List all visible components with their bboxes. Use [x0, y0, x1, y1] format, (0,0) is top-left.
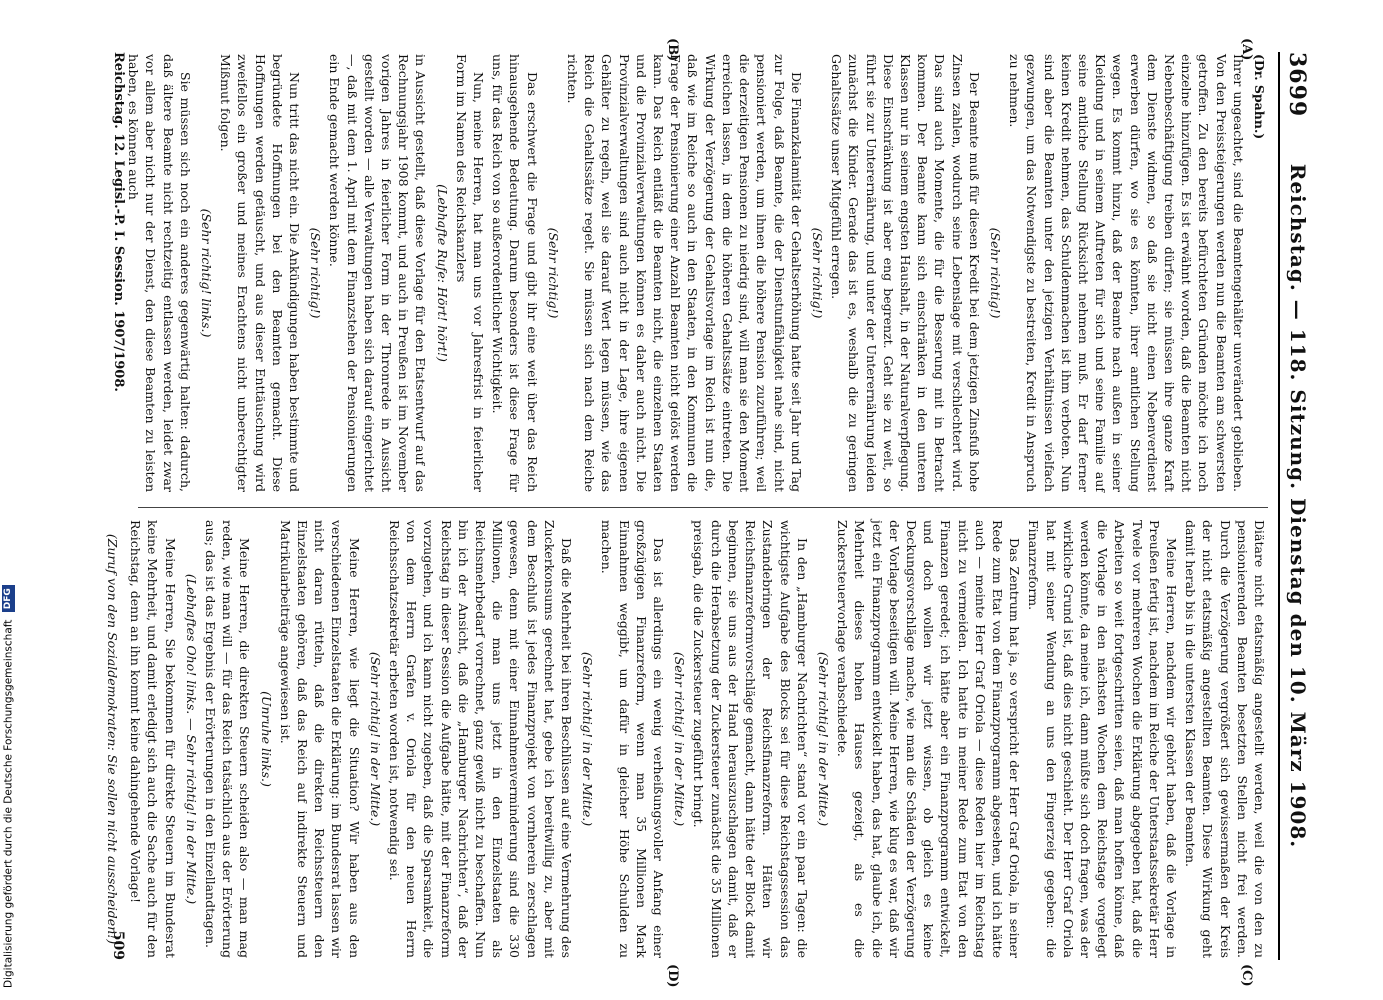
credit-line: Digitalisierung gefördert durch die Deutsche Forschungsgemeinschaft [2, 619, 15, 988]
credit-text-wrapper [2, 568, 15, 988]
paragraph: Meine Herren, die direkten Steuern scheiden also — man mag reden, wie man will — für das Reich tatsächlich aus der Erörterung aus; das ist das Ergebnis der Erörterungen in den Einzellandtagen. [203, 520, 253, 958]
right-column [104, 520, 1268, 958]
interjection: (Sehr richtig!) [987, 227, 1003, 319]
page-header [1278, 52, 1314, 960]
digitization-credit [0, 0, 22, 1000]
paragraph: Das ist allerdings ein wenig verheißungsvoller Anfang einer großzügigen Finanzreform, wenn man 35 Millionen Mark Einnahmen weggibt, um dafür in gleicher Höhe Schulden zu machen. [599, 520, 667, 958]
paragraph: in Aussicht gestellt, daß diese Vorlage für den Etatsentwurf auf das Rechnungsjahr 1908 kommt, und auch in Preußen ist im November vorigen Jahres in feierlicher Form in der Thronrede in Aussicht gestellt worden — alle Verwaltungen haben sich darauf eingerichtet —, daß mit dem 1. April mit dem Finanzstehen der Pensionierungen ein Ende gemacht werden könne. [327, 54, 429, 492]
paragraph: In den „Hamburger Nachrichten“ stand vor ein paar Tagen: die wichtigste Aufgabe des Blocks sei für diese Reichstagssession das Zustandebringen der Reichsfinanzreform. Hätten wir Reichsfinanzreformvorschläge gemacht, dann hätte der Block damit beginnen, sie uns aus der Hand herauszuschlagen damit, daß er durch die Herabsetzung der Zuckersteuer zunächst die 35 Millionen preisgab, die die Zuckersteuer zugeführt bringt. [691, 520, 810, 958]
interjection: (Unruhe links.) [258, 691, 274, 787]
document-page [50, 38, 1320, 988]
paragraph: Daß die Mehrheit bei ihren Beschlüssen auf eine Vermehrung des Zuckerkonsums gerechnet hat, gebe ich bereitwillig zu, aber mit dem Beschluß ist jedes Finanzprojekt von vornherein zerschlagen gewesen, denn mit einer Einnahmenverminderung sind die 330 Millionen, die man uns jetzt in den Einzelstaaten als Reichsmehrbedarf vorrechnet, ganz gewiß nicht zu beschaffen. Nun bin ich der Ansicht, daß die „Hamburger Nachrichten“, daß der Reichstag in dieser Session die Aufgabe hätte, mit der Finanzreform vorzugehen, und ich kann nicht zugeben, daß die Sparsamkeit, die von dem Herrn Grafen v. Oriola für den neuen Herrn Reichsschatzsekretär erbeten worden ist, notwendig sei. [387, 520, 575, 958]
margin-mark-c: (C) [1239, 964, 1254, 987]
paragraph: Das Zentrum hat ja, so verspricht der Herr Graf Oriola, in seiner Rede zum Etat von dem Finanzprogramm abgesehen, und ich hätte auch — meinte Herr Graf Oriola — diese Reden hier im Reichstag nicht zu vermeiden. Ich hatte in meiner Rede zum Etat von den Finanzen geredet; ich hätte aber ein Finanzprogramm entwickelt, und doch wollen wir jetzt wissen, ob gleich es keine Deckungsvorschläge mache, wie man die Schäden der Verzögerung der Vorlage beseitigen will. Meine Herren, wie klug es war, daß wir jetzt ein Finanzprogramm entwickelt haben, das hat, glaube ich, die Mehrheit dieses hohen Hauses gezeigt, als es die Zuckersteuervorlage verabschiedete. [835, 520, 1023, 958]
left-column [123, 54, 1268, 492]
paragraph: Diätare nicht etatsmäßig angestellt werden, weil die von den zu pensionierenden Beamten besetzten Stellen nicht frei werden. Durch die Verzögerung vergrößert sich gewissermaßen der Kreis der nicht etatsmäßig angestellten Beamten. Diese Wirkung geht damit herab bis in die untersten Klassen der Beamten. [1183, 520, 1267, 958]
margin-mark-b: (B) [665, 38, 680, 62]
interjection: (Sehr richtig!) [809, 227, 825, 319]
interjection: (Sehr richtig!) [308, 227, 324, 319]
margin-mark-d: (D) [665, 964, 680, 988]
paragraph: Der Beamte muß für diesen Kredit bei dem jetzigen Zinsfuß hohe Zinsen zahlen, wodurch seine Lebenslage mit verschlechtert wird. Das sind auch Momente, die für die Besserung mit in Betracht kommen. Der Beamte kann sich einschränken in den unteren Klassen nur in seinem engsten Haushalt, in der Naturalverpflegung. Diese Einschränkung ist aber eng begrenzt. Geht sie zu weit, so führt sie zur Unterernährung, und unter der Unterernährung leiden zunächst die Kinder. Gerade das ist es, weshalb die zu geringen Gehaltssätze unser Mitgefühl erregen. [829, 54, 982, 492]
paragraph: Meine Herren, wie liegt die Situation? Wir haben aus den verschiedenen Einzelstaaten die Erklärung: im Bundesrat lassen wir nicht daran rütteln, daß die direkten Reichssteuern den Einzelstaaten gehören, daß das Reich auf indirekte Steuern und Matrikularbeiträge angewiesen ist. [277, 520, 362, 958]
interjection: (Sehr richtig! in der Mitte.) [815, 651, 831, 827]
paragraph: Nun, meine Herren, hat man uns vor Jahresfrist in feierlicher Form im Namen des Reichskanzlers [453, 54, 487, 492]
paragraph: Sie müssen sich noch ein anderes gegenwärtig halten: dadurch, daß ältere Beamte nicht rechtzeitig entlassen werden, leidet zwar vor allem aber nicht nur der Dienst, den diese Beamten zu leisten haben, es können auch [126, 54, 193, 492]
interjection: (Lebhaftes Oho! links. — Sehr richtig! in der Mitte.) [183, 573, 199, 905]
page-title: Reichstag. — 118. Sitzung. Dienstag den 10. März 1908. [1286, 163, 1310, 849]
margin-mark-a: (A) [1239, 38, 1254, 61]
interjection: (Sehr richtig! in der Mitte.) [580, 651, 596, 827]
paragraph: Meine Herren, nachdem wir gehört haben, daß die Vorlage in Preußen fertig ist, nachdem im Reiche der Unterstaatssekretär Herr Twele vor mehreren Wochen die Erklärung abgegeben hat, daß die Arbeiten so weit fortgeschritten seien, daß man hoffen könne, daß die Vorlage in den nächsten Wochen dem Reichstage vorgelegt werden könnte, da meine ich, dann müßte sich doch fragen, was der wirkliche Grund ist, daß dies nicht geschieht. Der Herr Graf Oriola hat mit seiner Wendung an uns den Fingerzeig gegeben: die Finanzreform. [1026, 520, 1179, 958]
speaker-label: (Dr. Spahn.) [1252, 54, 1267, 140]
paragraph: Die Finanzkalamität der Gehaltserhöhung hatte seit Jahr und Tag zur Folge, daß Beamte, die der Dienstunfähigkeit nahe sind, nicht pensioniert werden, um ihnen die höhere Pension zuzuführen; weil die derzeitigen Pensionen zu niedrig sind, will man sie den Moment erreichen lassen, in dem die höheren Gehaltssätze eintreten. Die Wirkung der Verzögerung der Gehaltsvorlage im Reich ist nun die, daß wie im Reiche so auch in den Staaten, in den Kommunen die Frage der Pensionierung einer Anzahl Beamten nicht gelöst werden kann. Das Reich entläßt die Beamten nicht, die einzelnen Staaten und die Provinzialverwaltungen können es daher auch nicht. Die Provinzialverwaltungen sind auch nicht in der Lage, ihre eigenen Gehälter zu regeln, weil sie darauf Wert legen müssen, wie das Reich die Gehaltssätze regelt. Sie müssen sich nach dem Reiche richten. [565, 54, 804, 492]
paragraph: Das erschwert die Frage und gibt ihr eine weit über das Reich hinausgehende Bedeutung. Darum besonders ist diese Frage für uns, für das Reich von so außerordentlicher Wichtigkeit. [490, 54, 540, 492]
interjection: (Sehr richtig! in der Mitte.) [672, 651, 688, 827]
interjection: (Sehr richtig! links.) [199, 208, 215, 338]
page-number-top: 3699 [1284, 52, 1310, 118]
paragraph: Nun tritt das nicht ein. Die Ankündigungen haben bestimmte und begründete Hoffnungen bei den Beamten gemacht. Diese Hoffnungen werden getäuscht, und aus dieser Enttäuschung wird zweifellos ein großer und meines Erachtens nicht unberechtigter Mißmut folgen. [218, 54, 303, 492]
paragraph: Ihrer ungeachtet, sind die Beamtengehälter unverändert geblieben. Von den Preissteigerungen werden nun die Beamten am schwersten getroffen. Zu den bereits befürchteten Gründen möchte ich noch einzelne hinzufügen. Es ist erwähnt worden, daß die Beamten nicht Nebenbeschäftigung treiben dürfen; sie müssen ihre ganze Kraft dem Dienste widmen, so daß sie nicht einen Nebenverdienst erwerben dürfen, wo sie es könnten, ihrer amtlichen Stellung wegen. Es kommt hinzu, daß der Beamte nach außen in seiner Kleidung und in seinem Auftreten für sich und seine Familie auf seine amtliche Stellung Rücksicht nehmen muß. Er darf ferner keinen Kredit nehmen, das Schuldenmachen ist ihm verboten. Nun sind aber die Beamten unter den jetzigen Verhältnissen vielfach gezwungen, um das Notwendigste zu bestreiten, Kredit in Anspruch zu nehmen. [1007, 54, 1246, 492]
imprint-line: Reichstag. 12. Legisl.-P. I. Session. 1907/1908. [111, 52, 126, 392]
interjection: (Lebhafte Rufe: Hört! hört!) [434, 184, 450, 362]
dfg-logo-icon: DFG [2, 585, 15, 612]
closing-interjection: (Zuruf von den Sozialdemokraten: Sie sollen nicht ausscheiden!) [105, 533, 120, 945]
page-number-bottom: 509 [110, 930, 126, 960]
interjection: (Sehr richtig! in der Mitte.) [367, 651, 383, 827]
paragraph: Meine Herren, Sie bekommen für direkte Steuern im Bundesrat keine Mehrheit, und damit erledigt sich auch die Sache auch für den Reichstag, denn an ihn kommt keine dahingehende Vorlage! [128, 520, 178, 958]
page-footer [96, 52, 126, 960]
interjection: (Sehr richtig!) [545, 227, 561, 319]
column-divider [138, 507, 1268, 508]
